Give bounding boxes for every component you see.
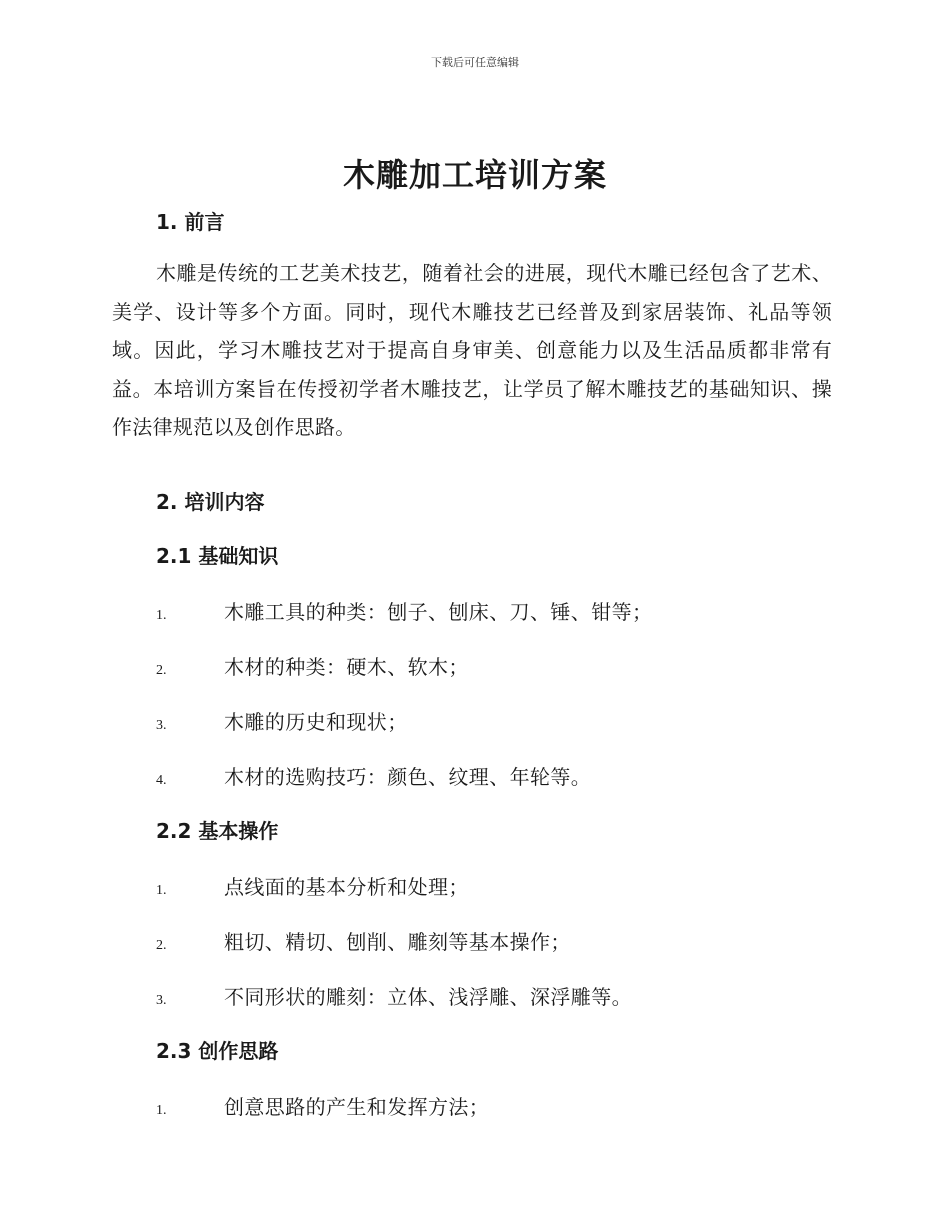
heading-training-content: 2. 培训内容 — [156, 490, 265, 514]
heading-basic-operation: 2.2 基本操作 — [156, 819, 279, 843]
list-item-text: 点线面的基本分析和处理； — [224, 875, 469, 899]
list-item — [156, 596, 652, 625]
document-title: 木雕加工培训方案 — [342, 156, 607, 194]
list-item — [156, 926, 571, 955]
list-item-number: 3. — [156, 718, 167, 733]
list-item-text: 木材的种类：硬木、软木； — [224, 655, 469, 679]
list-item — [156, 1091, 489, 1120]
list-item-text: 创意思路的产生和发挥方法； — [224, 1095, 490, 1119]
header-note: 下载后可任意编辑 — [431, 56, 519, 69]
list-item-text: 木雕的历史和现状； — [224, 710, 408, 734]
list-item-number: 1. — [156, 608, 167, 623]
list-item — [156, 871, 469, 900]
list-item — [156, 981, 632, 1010]
list-item-number: 4. — [156, 773, 167, 788]
list-item-text: 不同形状的雕刻：立体、浅浮雕、深浮雕等。 — [224, 985, 632, 1009]
list-item-number: 3. — [156, 993, 167, 1008]
list-item — [156, 706, 408, 735]
list-item-number: 1. — [156, 883, 167, 898]
list-item — [156, 761, 591, 790]
list-item-number: 1. — [156, 1103, 167, 1118]
heading-basic-knowledge: 2.1 基础知识 — [156, 544, 279, 568]
heading-creative-ideas: 2.3 创作思路 — [156, 1039, 279, 1063]
list-item-text: 木材的选购技巧：颜色、纹理、年轮等。 — [224, 765, 592, 789]
preface-paragraph: 木雕是传统的工艺美术技艺，随着社会的进展，现代木雕已经包含了艺术、美学、设计等多个方面。同时，现代木雕技艺已经普及到家居装饰、礼品等领域。因此，学习木雕技艺对于提高自身审美、创意能力以及生活品质都非常有益。本培训方案旨在传授初学者木雕技艺，让学员了解木雕技艺的基础知识、操作法律规范以及创作思路。 — [112, 261, 832, 439]
list-item-number: 2. — [156, 663, 167, 678]
list-item — [156, 651, 469, 680]
heading-preface: 1. 前言 — [156, 210, 225, 234]
list-item-text: 木雕工具的种类：刨子、刨床、刀、锤、钳等； — [224, 600, 653, 624]
list-item-text: 粗切、精切、刨削、雕刻等基本操作； — [224, 930, 571, 954]
list-item-number: 2. — [156, 938, 167, 953]
